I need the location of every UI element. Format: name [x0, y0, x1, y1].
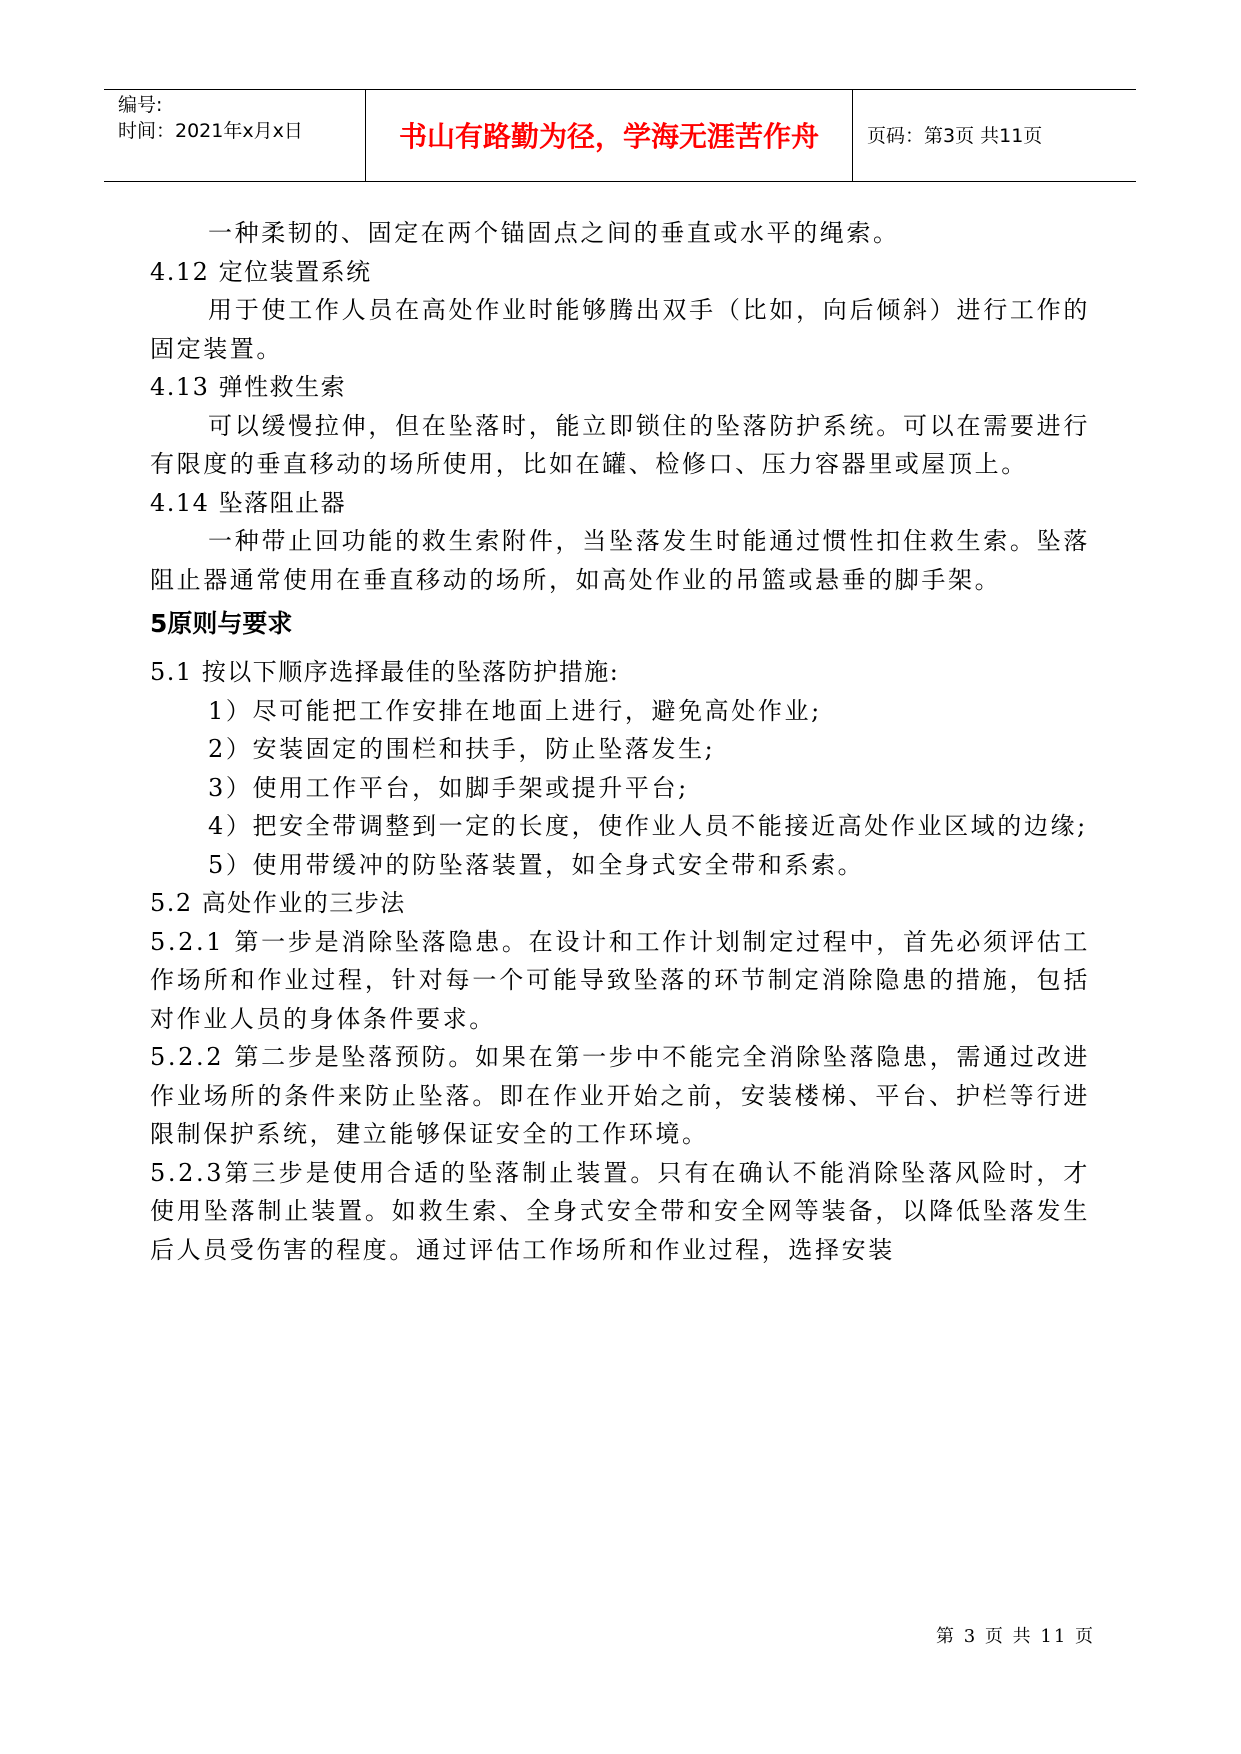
paragraph-elastic-lifeline: 可以缓慢拉伸，但在坠落时，能立即锁住的坠落防护系统。可以在需要进行有限度的垂直移动的场所使用，比如在罐、检修口、压力容器里或屋顶上。 — [150, 411, 1090, 478]
document-time-label: 时间：2021年x月x日 — [118, 120, 303, 142]
header-info-cell — [104, 90, 366, 181]
list-item: 4）把安全带调整到一定的长度，使作业人员不能接近高处作业区域的边缘; — [208, 812, 1088, 840]
section-heading-4-13: 4.13 弹性救生索 — [150, 373, 347, 401]
document-number-label: 编号: — [118, 94, 163, 116]
list-item: 2）安装固定的围栏和扶手，防止坠落发生; — [208, 735, 716, 763]
page-footer-number: 第 3 页 共 11 页 — [936, 1626, 1095, 1647]
section-heading-5-2: 5.2 高处作业的三步法 — [150, 889, 406, 917]
section-heading-4-12: 4.12 定位装置系统 — [150, 257, 372, 286]
section-heading-5-1: 5.1 按以下顺序选择最佳的坠落防护措施: — [150, 658, 620, 686]
paragraph-positioning-system: 用于使工作人员在高处作业时能够腾出双手（比如，向后倾斜）进行工作的固定装置。 — [150, 296, 1090, 363]
page-header — [104, 89, 1136, 182]
paragraph-step-one: 5.2.1 第一步是消除坠落隐患。在设计和工作计划制定过程中，首先必须评估工作场所和作业过程，针对每一个可能导致坠落的环节制定消除隐患的措施，包括对作业人员的身体条件要求。 — [150, 927, 1090, 1033]
section-heading-4-14: 4.14 坠落阻止器 — [150, 488, 347, 517]
list-item: 3）使用工作平台，如脚手架或提升平台; — [208, 773, 689, 802]
paragraph-fall-arrester: 一种带止回功能的救生索附件，当坠落发生时能通过惯性扣住救生索。坠落阻止器通常使用在垂直移动的场所，如高处作业的吊篮或悬垂的脚手架。 — [150, 527, 1090, 594]
chapter-heading-5: 5原则与要求 — [150, 609, 293, 638]
document-body — [150, 214, 1090, 1269]
header-page-indicator: 页码：第3页 共11页 — [867, 125, 1043, 147]
paragraph-lifeline-definition: 一种柔韧的、固定在两个锚固点之间的垂直或水平的绳索。 — [208, 219, 900, 247]
list-item: 1）尽可能把工作安排在地面上进行，避免高处作业; — [208, 696, 822, 725]
paragraph-step-two: 5.2.2 第二步是坠落预防。如果在第一步中不能完全消除坠落隐患，需通过改进作业场所的条件来防止坠落。即在作业开始之前，安装楼梯、平台、护栏等行进限制保护系统，建立能够保证安全的工作环境。 — [150, 1043, 1090, 1148]
header-motto: 书山有路勤为径，学海无涯苦作舟 — [366, 90, 853, 181]
paragraph-step-three: 5.2.3第三步是使用合适的坠落制止装置。只有在确认不能消除坠落风险时，才使用坠落制止装置。如救生索、全身式安全带和安全网等装备，以降低坠落发生后人员受伤害的程度。通过评估工作场所和作业过程，选择安装 — [150, 1158, 1090, 1264]
list-item: 5）使用带缓冲的防坠落装置，如全身式安全带和系索。 — [208, 850, 865, 879]
